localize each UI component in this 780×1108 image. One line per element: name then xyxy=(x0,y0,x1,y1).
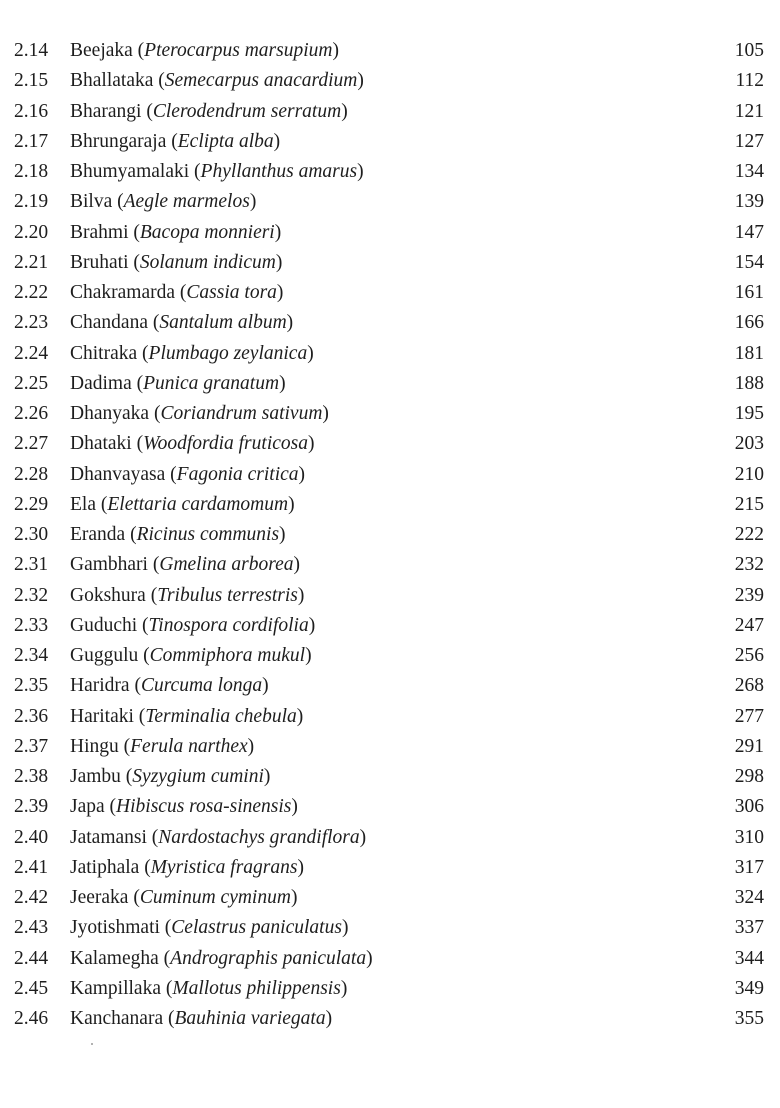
entry-page-number: 188 xyxy=(734,372,764,394)
toc-entry[interactable] xyxy=(0,823,780,853)
entry-page-number: 195 xyxy=(734,403,764,424)
entry-title: Chakramarda (Cassia tora) xyxy=(70,282,284,303)
entry-number: 2.28 xyxy=(14,463,49,485)
entry-scientific-name: Ricinus communis xyxy=(136,524,280,545)
entry-title: Gambhari (Gmelina arborea) xyxy=(70,554,300,576)
toc-entry[interactable] xyxy=(0,853,780,883)
entry-title: Guduchi (Tinospora cordifolia) xyxy=(70,614,316,636)
entry-title: Dhanyaka (Coriandrum sativum) xyxy=(70,403,329,424)
entry-number: 2.27 xyxy=(14,433,49,455)
entry-page-number: 310 xyxy=(734,826,764,848)
entry-common-name: Bhallataka xyxy=(70,70,154,92)
entry-scientific-name: Tinospora cordifolia xyxy=(148,614,309,636)
table-of-contents xyxy=(0,36,780,1034)
entry-common-name: Jambu xyxy=(70,766,121,787)
entry-number: 2.43 xyxy=(14,917,49,939)
entry-common-name: Jatamansi xyxy=(70,826,147,848)
entry-page-number: 337 xyxy=(734,917,764,939)
entry-scientific-name: Eclipta alba xyxy=(177,130,274,152)
entry-number: 2.38 xyxy=(14,766,49,787)
entry-scientific-name: Aegle marmelos xyxy=(123,191,250,213)
entry-number: 2.31 xyxy=(14,554,49,576)
entry-scientific-name: Solanum indicum xyxy=(139,251,276,273)
entry-number: 2.17 xyxy=(14,130,49,152)
entry-number: 2.24 xyxy=(14,342,49,364)
entry-title: Jambu (Syzygium cumini) xyxy=(70,766,271,787)
entry-common-name: Beejaka xyxy=(70,40,133,61)
entry-title: Eranda (Ricinus communis) xyxy=(70,524,286,545)
entry-title: Kampillaka (Mallotus philippensis) xyxy=(70,977,348,999)
entry-scientific-name: Semecarpus anacardium xyxy=(164,70,358,92)
entry-common-name: Guggulu xyxy=(70,645,139,666)
toc-entry[interactable] xyxy=(0,520,780,550)
toc-entry[interactable] xyxy=(0,248,780,278)
entry-page-number: 355 xyxy=(734,1008,764,1029)
entry-number: 2.34 xyxy=(14,645,49,666)
entry-scientific-name: Clerodendrum serratum xyxy=(152,100,342,122)
entry-page-number: 298 xyxy=(734,766,764,787)
entry-scientific-name: Ferula narthex xyxy=(130,735,248,757)
entry-page-number: 127 xyxy=(734,130,764,152)
toc-entry[interactable] xyxy=(0,157,780,187)
entry-page-number: 268 xyxy=(734,675,764,697)
entry-title: Bhrungaraja (Eclipta alba) xyxy=(70,130,281,152)
entry-common-name: Jatiphala xyxy=(70,856,140,878)
entry-number: 2.41 xyxy=(14,856,49,878)
entry-page-number: 256 xyxy=(734,645,764,666)
entry-title: Japa (Hibiscus rosa-sinensis) xyxy=(70,796,298,818)
toc-entry[interactable] xyxy=(0,1004,780,1034)
entry-title: Guggulu (Commiphora mukul) xyxy=(70,645,312,666)
entry-common-name: Chitraka xyxy=(70,342,138,364)
entry-common-name: Jyotishmati xyxy=(70,917,160,939)
toc-entry[interactable] xyxy=(0,308,780,338)
toc-entry[interactable] xyxy=(0,369,780,399)
entry-title: Dhanvayasa (Fagonia critica) xyxy=(70,463,306,485)
entry-page-number: 105 xyxy=(734,40,764,61)
entry-number: 2.30 xyxy=(14,524,49,545)
toc-entry[interactable] xyxy=(0,913,780,943)
entry-scientific-name: Punica granatum xyxy=(143,372,280,394)
entry-page-number: 181 xyxy=(734,342,764,364)
entry-scientific-name: Fagonia critica xyxy=(176,463,299,485)
entry-scientific-name: Nardostachys grandiflora xyxy=(158,826,360,848)
entry-title: Kanchanara (Bauhinia variegata) xyxy=(70,1008,333,1029)
entry-common-name: Gambhari xyxy=(70,554,148,576)
entry-page-number: 344 xyxy=(734,947,764,969)
entry-common-name: Dhanvayasa xyxy=(70,463,166,485)
entry-common-name: Kampillaka xyxy=(70,977,161,999)
entry-page-number: 161 xyxy=(734,282,764,303)
toc-entry[interactable] xyxy=(0,66,780,96)
toc-entry[interactable] xyxy=(0,339,780,369)
entry-common-name: Haridra xyxy=(70,675,130,697)
entry-page-number: 317 xyxy=(734,856,764,878)
entry-common-name: Kanchanara xyxy=(70,1008,164,1029)
entry-scientific-name: Elettaria cardamomum xyxy=(107,493,289,515)
entry-page-number: 215 xyxy=(734,493,764,515)
entry-title: Brahmi (Bacopa monnieri) xyxy=(70,221,282,243)
entry-title: Bhumyamalaki (Phyllanthus amarus) xyxy=(70,161,364,182)
entry-common-name: Haritaki xyxy=(70,705,134,727)
entry-number: 2.37 xyxy=(14,735,49,757)
toc-entry[interactable] xyxy=(0,581,780,611)
toc-entry[interactable] xyxy=(0,429,780,459)
toc-entry[interactable] xyxy=(0,944,780,974)
toc-entry[interactable] xyxy=(0,611,780,641)
entry-common-name: Gokshura xyxy=(70,584,146,606)
toc-entry[interactable] xyxy=(0,883,780,913)
entry-number: 2.22 xyxy=(14,282,49,303)
print-speck xyxy=(91,1043,93,1045)
entry-title: Bilva (Aegle marmelos) xyxy=(70,191,257,213)
entry-scientific-name: Syzygium cumini xyxy=(132,766,264,787)
entry-title: Hingu (Ferula narthex) xyxy=(70,735,255,757)
toc-entry[interactable] xyxy=(0,702,780,732)
entry-page-number: 121 xyxy=(734,100,764,122)
entry-common-name: Dhataki xyxy=(70,433,132,455)
entry-scientific-name: Cassia tora xyxy=(186,282,277,303)
entry-title: Haritaki (Terminalia chebula) xyxy=(70,705,304,727)
entry-common-name: Bharangi xyxy=(70,100,142,122)
toc-entry[interactable] xyxy=(0,641,780,671)
entry-common-name: Bhrungaraja xyxy=(70,130,167,152)
toc-entry[interactable] xyxy=(0,974,780,1004)
entry-title: Dadima (Punica granatum) xyxy=(70,372,286,394)
entry-common-name: Kalamegha xyxy=(70,947,159,969)
entry-title: Chandana (Santalum album) xyxy=(70,312,294,334)
entry-title: Chitraka (Plumbago zeylanica) xyxy=(70,342,314,364)
entry-common-name: Hingu xyxy=(70,735,119,757)
toc-entry[interactable] xyxy=(0,762,780,792)
entry-page-number: 277 xyxy=(734,705,764,727)
entry-number: 2.35 xyxy=(14,675,49,697)
entry-title: Ela (Elettaria cardamomum) xyxy=(70,493,295,515)
entry-number: 2.18 xyxy=(14,161,49,182)
entry-title: Dhataki (Woodfordia fruticosa) xyxy=(70,433,315,455)
toc-entry[interactable] xyxy=(0,671,780,701)
entry-scientific-name: Phyllanthus amarus xyxy=(200,161,358,182)
entry-scientific-name: Santalum album xyxy=(159,312,287,334)
entry-scientific-name: Woodfordia fruticosa xyxy=(143,433,308,455)
entry-number: 2.45 xyxy=(14,977,49,999)
entry-number: 2.36 xyxy=(14,705,49,727)
entry-page-number: 232 xyxy=(734,554,764,576)
entry-number: 2.40 xyxy=(14,826,49,848)
toc-entry[interactable] xyxy=(0,127,780,157)
entry-common-name: Jeeraka xyxy=(70,887,129,908)
entry-page-number: 203 xyxy=(734,433,764,455)
entry-common-name: Bruhati xyxy=(70,251,129,273)
entry-number: 2.19 xyxy=(14,191,49,213)
entry-title: Jatiphala (Myristica fragrans) xyxy=(70,856,304,878)
entry-page-number: 139 xyxy=(734,191,764,213)
entry-scientific-name: Bacopa monnieri xyxy=(139,221,275,243)
toc-entry[interactable] xyxy=(0,732,780,762)
entry-scientific-name: Gmelina arborea xyxy=(159,554,294,576)
entry-scientific-name: Hibiscus rosa-sinensis xyxy=(116,796,292,818)
entry-scientific-name: Commiphora mukul xyxy=(149,645,306,666)
entry-page-number: 166 xyxy=(734,312,764,334)
entry-number: 2.23 xyxy=(14,312,49,334)
entry-common-name: Eranda xyxy=(70,524,126,545)
entry-title: Beejaka (Pterocarpus marsupium) xyxy=(70,40,339,61)
entry-page-number: 349 xyxy=(734,977,764,999)
toc-entry[interactable] xyxy=(0,187,780,217)
toc-entry[interactable] xyxy=(0,218,780,248)
toc-entry[interactable] xyxy=(0,490,780,520)
entry-scientific-name: Mallotus philippensis xyxy=(172,977,341,999)
entry-scientific-name: Terminalia chebula xyxy=(145,705,297,727)
entry-common-name: Dhanyaka xyxy=(70,403,150,424)
entry-page-number: 324 xyxy=(734,887,764,908)
entry-page-number: 134 xyxy=(734,161,764,182)
entry-title: Gokshura (Tribulus terrestris) xyxy=(70,584,305,606)
entry-title: Jeeraka (Cuminum cyminum) xyxy=(70,887,298,908)
entry-scientific-name: Curcuma longa xyxy=(140,675,263,697)
entry-page-number: 239 xyxy=(734,584,764,606)
entry-common-name: Guduchi xyxy=(70,614,138,636)
entry-common-name: Bhumyamalaki xyxy=(70,161,190,182)
entry-title: Bharangi (Clerodendrum serratum) xyxy=(70,100,348,122)
entry-number: 2.42 xyxy=(14,887,49,908)
entry-scientific-name: Cuminum cyminum xyxy=(139,887,291,908)
entry-common-name: Ela xyxy=(70,493,96,515)
entry-number: 2.44 xyxy=(14,947,49,969)
entry-scientific-name: Celastrus paniculatus xyxy=(171,917,342,939)
entry-common-name: Dadima xyxy=(70,372,132,394)
entry-page-number: 306 xyxy=(734,796,764,818)
toc-entry[interactable] xyxy=(0,792,780,822)
entry-page-number: 247 xyxy=(734,614,764,636)
entry-common-name: Brahmi xyxy=(70,221,129,243)
entry-title: Kalamegha (Andrographis paniculata) xyxy=(70,947,373,969)
entry-title: Bhallataka (Semecarpus anacardium) xyxy=(70,70,364,92)
toc-entry[interactable] xyxy=(0,278,780,308)
entry-number: 2.29 xyxy=(14,493,49,515)
entry-number: 2.16 xyxy=(14,100,49,122)
entry-scientific-name: Myristica fragrans xyxy=(150,856,298,878)
entry-title: Jatamansi (Nardostachys grandiflora) xyxy=(70,826,367,848)
toc-entry[interactable] xyxy=(0,97,780,127)
entry-page-number: 147 xyxy=(734,221,764,243)
entry-page-number: 154 xyxy=(734,251,764,273)
entry-scientific-name: Coriandrum sativum xyxy=(160,403,323,424)
entry-title: Jyotishmati (Celastrus paniculatus) xyxy=(70,917,349,939)
entry-number: 2.21 xyxy=(14,251,49,273)
entry-number: 2.25 xyxy=(14,372,49,394)
entry-number: 2.39 xyxy=(14,796,49,818)
entry-number: 2.14 xyxy=(14,40,49,61)
entry-common-name: Chandana xyxy=(70,312,148,334)
entry-number: 2.26 xyxy=(14,403,49,424)
entry-page-number: 112 xyxy=(735,70,764,92)
entry-page-number: 210 xyxy=(734,463,764,485)
entry-number: 2.20 xyxy=(14,221,49,243)
toc-entry[interactable] xyxy=(0,36,780,66)
entry-scientific-name: Tribulus terrestris xyxy=(157,584,298,606)
toc-entry[interactable] xyxy=(0,550,780,580)
entry-number: 2.33 xyxy=(14,614,49,636)
entry-page-number: 291 xyxy=(734,735,764,757)
toc-entry[interactable] xyxy=(0,460,780,490)
entry-title: Bruhati (Solanum indicum) xyxy=(70,251,283,273)
entry-title: Haridra (Curcuma longa) xyxy=(70,675,269,697)
entry-page-number: 222 xyxy=(734,524,764,545)
entry-number: 2.15 xyxy=(14,70,49,92)
toc-entry[interactable] xyxy=(0,399,780,429)
entry-common-name: Chakramarda xyxy=(70,282,176,303)
entry-common-name: Bilva xyxy=(70,191,113,213)
entry-number: 2.32 xyxy=(14,584,49,606)
entry-scientific-name: Pterocarpus marsupium xyxy=(144,40,333,61)
entry-scientific-name: Andrographis paniculata xyxy=(170,947,367,969)
entry-common-name: Japa xyxy=(70,796,105,818)
entry-scientific-name: Bauhinia variegata xyxy=(174,1008,326,1029)
entry-number: 2.46 xyxy=(14,1008,49,1029)
entry-scientific-name: Plumbago zeylanica xyxy=(148,342,308,364)
